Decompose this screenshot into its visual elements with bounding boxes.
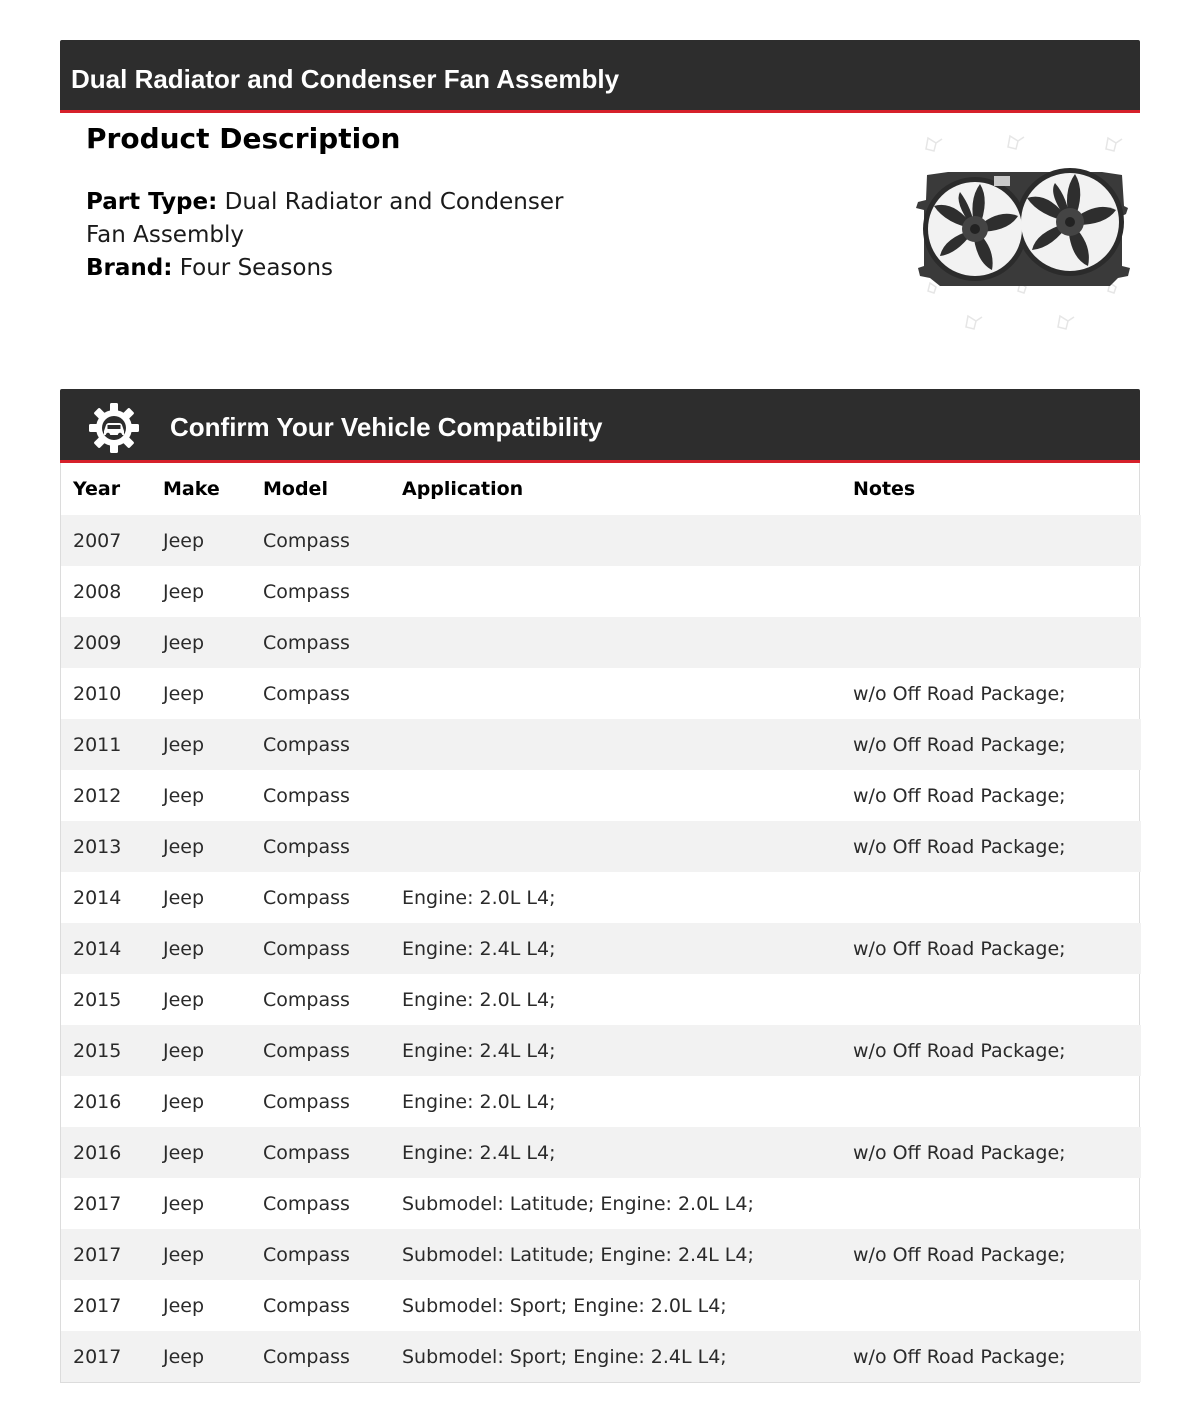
year-cell: 2014	[61, 923, 151, 974]
notes-cell: w/o Off Road Package;	[841, 1025, 1141, 1076]
year-cell: 2009	[61, 617, 151, 668]
table-row	[61, 566, 1141, 617]
table-row	[61, 1076, 1141, 1127]
notes-cell	[841, 1178, 1141, 1229]
make-cell: Jeep	[163, 682, 205, 705]
year-cell: 2011	[61, 719, 151, 770]
application-cell: Engine: 2.0L L4;	[402, 988, 556, 1011]
model-cell: Compass	[251, 1025, 390, 1076]
year-cell: 2013	[61, 821, 151, 872]
table-row	[61, 1025, 1141, 1076]
table-row	[61, 872, 1141, 923]
column-header-notes: Notes	[853, 478, 916, 500]
year-cell: 2008	[73, 580, 122, 603]
brand-value: Four Seasons	[179, 255, 334, 281]
table-row	[61, 515, 1141, 566]
year-cell: 2014	[73, 886, 122, 909]
notes-cell: w/o Off Road Package;	[853, 784, 1066, 807]
model-cell: Compass	[251, 719, 390, 770]
application-cell: Submodel: Latitude; Engine: 2.0L L4;	[402, 1192, 754, 1215]
column-header-model: Model	[263, 478, 328, 500]
product-title-banner	[60, 40, 1140, 113]
part-type-line	[86, 186, 566, 252]
application-cell: Engine: 2.4L L4;	[390, 1025, 841, 1076]
notes-cell	[841, 974, 1141, 1025]
model-cell: Compass	[263, 784, 350, 807]
make-cell: Jeep	[151, 515, 251, 566]
year-cell: 2017	[61, 1229, 151, 1280]
model-cell: Compass	[251, 515, 390, 566]
product-description-heading: Product Description	[86, 122, 401, 155]
application-cell	[390, 515, 841, 566]
make-cell: Jeep	[163, 988, 205, 1011]
part-type-label: Part Type:	[86, 189, 218, 215]
table-row	[61, 719, 1141, 770]
model-cell: Compass	[263, 1294, 350, 1317]
notes-cell: w/o Off Road Package;	[853, 682, 1066, 705]
table-row	[61, 617, 1141, 668]
model-cell: Compass	[263, 988, 350, 1011]
year-cell: 2012	[73, 784, 122, 807]
make-cell: Jeep	[151, 1229, 251, 1280]
brand-line	[86, 252, 566, 285]
application-cell	[390, 566, 841, 617]
application-cell: Engine: 2.0L L4;	[402, 886, 556, 909]
compatibility-table	[60, 463, 1140, 1383]
year-cell: 2017	[73, 1192, 122, 1215]
gear-car-icon	[88, 402, 140, 454]
year-cell: 2017	[61, 1331, 151, 1382]
make-cell: Jeep	[163, 1294, 205, 1317]
year-cell: 2016	[73, 1090, 122, 1113]
year-cell: 2015	[73, 988, 122, 1011]
model-cell: Compass	[263, 1090, 350, 1113]
table-row	[61, 1127, 1141, 1178]
model-cell: Compass	[251, 1229, 390, 1280]
notes-cell: w/o Off Road Package;	[841, 719, 1141, 770]
make-cell: Jeep	[163, 784, 205, 807]
model-cell: Compass	[251, 1127, 390, 1178]
model-cell: Compass	[251, 617, 390, 668]
notes-cell	[841, 515, 1141, 566]
table-row	[61, 770, 1141, 821]
table-row	[61, 668, 1141, 719]
make-cell: Jeep	[163, 580, 205, 603]
make-cell: Jeep	[151, 1025, 251, 1076]
model-cell: Compass	[263, 682, 350, 705]
make-cell: Jeep	[151, 617, 251, 668]
product-title: Dual Radiator and Condenser Fan Assembly	[71, 64, 620, 94]
notes-cell: w/o Off Road Package;	[841, 821, 1141, 872]
year-cell: 2010	[73, 682, 122, 705]
application-cell	[390, 770, 841, 821]
application-cell	[390, 719, 841, 770]
notes-cell: w/o Off Road Package;	[841, 1229, 1141, 1280]
column-header-make: Make	[163, 478, 220, 500]
model-cell: Compass	[251, 923, 390, 974]
make-cell: Jeep	[151, 1127, 251, 1178]
make-cell: Jeep	[163, 1192, 205, 1215]
table-row	[61, 1229, 1141, 1280]
application-cell: Engine: 2.4L L4;	[390, 1127, 841, 1178]
compatibility-table-body	[61, 515, 1141, 1382]
table-row	[61, 1178, 1141, 1229]
application-cell: Submodel: Latitude; Engine: 2.4L L4;	[390, 1229, 841, 1280]
model-cell: Compass	[263, 1192, 350, 1215]
notes-cell	[841, 617, 1141, 668]
make-cell: Jeep	[151, 923, 251, 974]
application-cell	[390, 668, 841, 719]
table-row	[61, 1331, 1141, 1382]
column-header-year: Year	[73, 478, 121, 500]
model-cell: Compass	[263, 580, 350, 603]
notes-cell: w/o Off Road Package;	[841, 1127, 1141, 1178]
year-cell: 2015	[61, 1025, 151, 1076]
notes-cell	[841, 1076, 1141, 1127]
table-row	[61, 821, 1141, 872]
table-row	[61, 1280, 1141, 1331]
application-cell	[390, 617, 841, 668]
application-cell: Submodel: Sport; Engine: 2.0L L4;	[402, 1294, 727, 1317]
make-cell: Jeep	[163, 1090, 205, 1113]
year-cell: 2017	[73, 1294, 122, 1317]
compatibility-title: Confirm Your Vehicle Compatibility	[170, 412, 603, 442]
model-cell: Compass	[251, 821, 390, 872]
year-cell: 2016	[61, 1127, 151, 1178]
make-cell: Jeep	[151, 1331, 251, 1382]
application-cell: Engine: 2.0L L4;	[402, 1090, 556, 1113]
model-cell: Compass	[251, 1331, 390, 1382]
make-cell: Jeep	[163, 886, 205, 909]
table-row	[61, 974, 1141, 1025]
table-row	[61, 923, 1141, 974]
application-cell: Submodel: Sport; Engine: 2.4L L4;	[390, 1331, 841, 1382]
year-cell: 2007	[61, 515, 151, 566]
notes-cell	[841, 872, 1141, 923]
make-cell: Jeep	[151, 821, 251, 872]
notes-cell: w/o Off Road Package;	[841, 923, 1141, 974]
make-cell: Jeep	[151, 719, 251, 770]
column-header-application: Application	[402, 478, 524, 500]
application-cell	[390, 821, 841, 872]
compatibility-banner	[60, 389, 1140, 463]
notes-cell	[841, 1280, 1141, 1331]
table-header-row	[61, 463, 1141, 515]
application-cell: Engine: 2.4L L4;	[390, 923, 841, 974]
part-type-value: Dual Radiator and Condenser Fan Assembly	[86, 189, 564, 248]
notes-cell: w/o Off Road Package;	[841, 1331, 1141, 1382]
product-image	[910, 128, 1140, 338]
notes-cell	[841, 566, 1141, 617]
brand-label: Brand:	[86, 255, 173, 281]
model-cell: Compass	[263, 886, 350, 909]
product-description	[86, 186, 566, 285]
